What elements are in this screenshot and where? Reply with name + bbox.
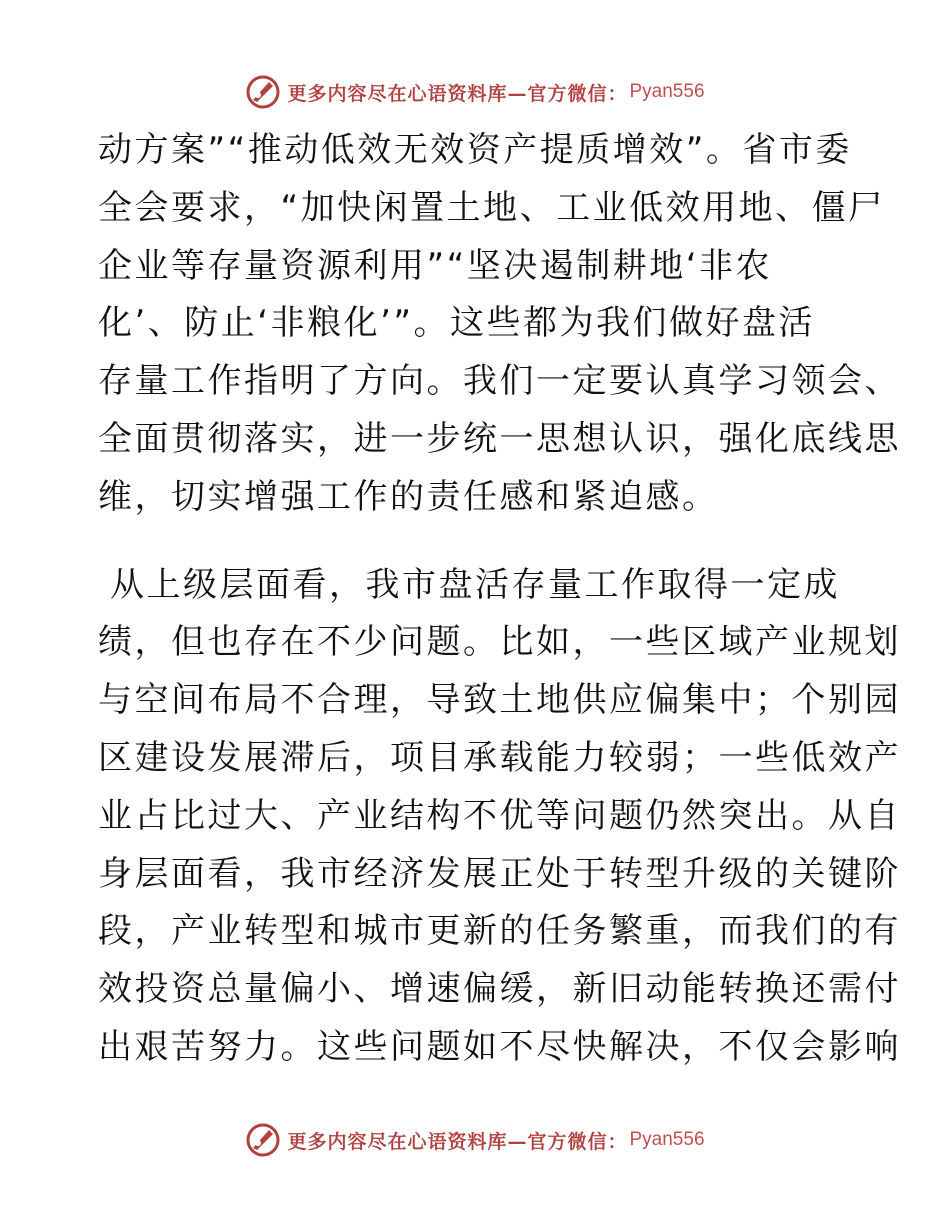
text-line: 企业等存量资源利用”“坚决遏制耕地‘非农 (98, 245, 773, 286)
text-line: 与空间布局不合理，导致土地供应偏集中；个别园 (98, 680, 901, 721)
paragraph-gap (98, 527, 858, 557)
quill-seal-icon (245, 1122, 281, 1158)
text-line: 存量工作指明了方向。我们一定要认真学习领会、 (98, 361, 901, 402)
text-line: 全会要求，“加快闲置土地、工业低效用地、僵尸 (98, 187, 885, 228)
paragraph-1 (98, 122, 901, 527)
text-line: 全面贯彻落实，进一步统一思想认识，强化底线思 (98, 418, 901, 459)
banner-wechat-id: Pyan556 (629, 81, 705, 102)
text-line: 身层面看，我市经济发展正处于转型升级的关键阶 (98, 853, 901, 894)
paragraph-2 (98, 557, 901, 1077)
text-line: 段，产业转型和城市更新的任务繁重，而我们的有 (98, 911, 901, 952)
text-line: 维，切实增强工作的责任感和紧迫感。 (98, 476, 719, 517)
quill-seal-icon (245, 74, 281, 110)
banner-text: 更多内容尽在心语资料库—官方微信： (287, 1130, 628, 1153)
text-line: 绩，但也存在不少问题。比如，一些区域产业规划 (98, 622, 901, 663)
text-line: 区建设发展滞后，项目承载能力较弱；一些低效产 (98, 737, 901, 778)
text-line: 动方案”“推动低效无效资产提质增效”。省市委 (98, 130, 852, 170)
text-line: 出艰苦努力。这些问题如不尽快解决，不仅会影响 (98, 1026, 901, 1067)
header-banner (0, 72, 950, 112)
banner-wechat-id: Pyan556 (629, 1129, 705, 1150)
text-line: 从上级层面看，我市盘活存量工作取得一定成 (110, 564, 840, 605)
text-line: 化’、防止‘非粮化’”。这些都为我们做好盘活 (98, 303, 816, 344)
text-line: 业占比过大、产业结构不优等问题仍然突出。从自 (98, 795, 901, 836)
banner-text: 更多内容尽在心语资料库—官方微信： (287, 82, 628, 105)
footer-banner (0, 1120, 950, 1160)
text-line: 效投资总量偏小、增速偏缓，新旧动能转换还需付 (98, 969, 901, 1010)
document-body (98, 122, 901, 1077)
